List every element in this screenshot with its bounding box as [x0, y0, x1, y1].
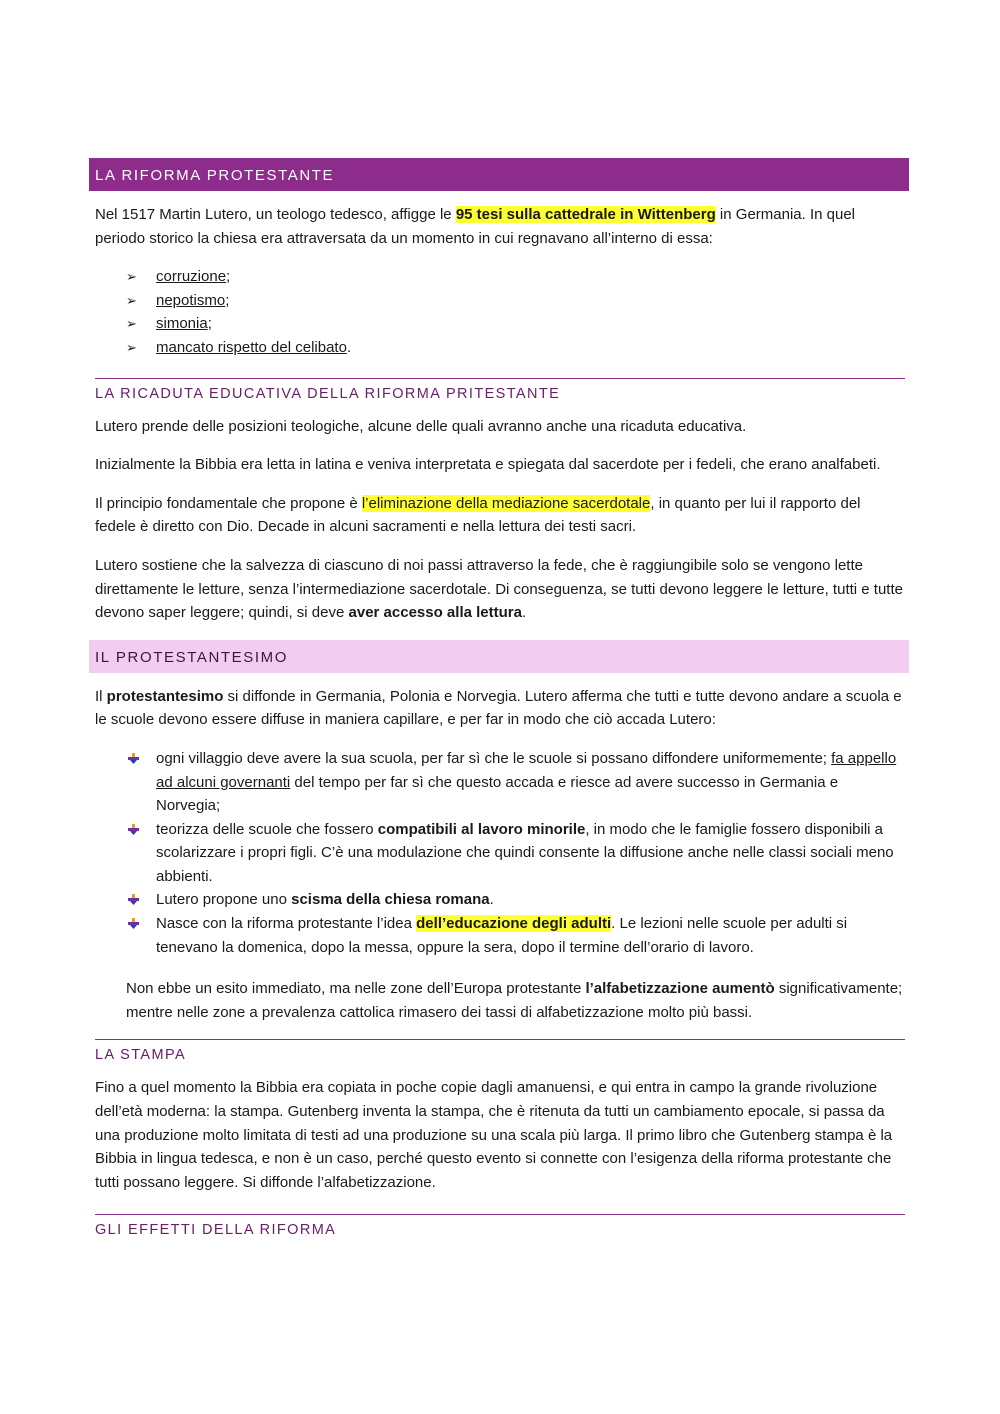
list-lutero-actions [95, 747, 905, 959]
paragraph: Lutero prende delle posizioni teologiche, alcune delle quali avranno anche una ricaduta educativa. [95, 417, 747, 435]
paragraph [95, 977, 905, 1024]
text: Nel 1517 Martin Lutero, un teologo tedesco, affigge le [95, 206, 456, 223]
bold-text: scisma della chiesa romana [291, 891, 490, 909]
multicolor-arrow-bullet-icon [128, 894, 139, 905]
text: , in modo che le famiglie fossero disponibili a scolarizzare i propri figli. C’è una modulazione che quindi consente la diffusione anche nelle classi sociali meno abbienti. [156, 820, 894, 885]
text: ; [225, 291, 230, 309]
text: significativamente; mentre nelle zone a prevalenza cattolica rimasero dei tassi di alfabetizzazione molto più bassi. [126, 980, 903, 1021]
multicolor-arrow-bullet-icon [128, 824, 139, 835]
list-item [126, 289, 905, 313]
text: Il principio fondamentale che propone è [95, 494, 362, 512]
list-item [126, 888, 905, 912]
heading-la-stampa: LA STAMPA [95, 1039, 905, 1064]
bold-text: protestantesimo [106, 687, 224, 705]
underlined-text: fa appello ad alcuni governanti [156, 749, 897, 791]
heading-ricaduta-educativa: LA RICADUTA EDUCATIVA DELLA RIFORMA PRITESTANTE [95, 378, 905, 403]
list-item-text: corruzione [156, 268, 227, 286]
text: Lutero sostiene che la salvezza di ciascuno di noi passi attraverso la fede, che è raggiungibile solo se vengono lette direttamente le letture, senza l’intermediazione sacerdotale. Di conseguenza, se tutti devono leggere le letture, tutti e tutte devono saper leggere; quindi, si deve [95, 556, 903, 622]
list-item-text: nepotismo [156, 291, 226, 309]
bold-text: l’alfabetizzazione aumentò [585, 980, 775, 998]
text: Lutero propone uno [156, 891, 292, 909]
list-item [126, 818, 905, 889]
document-page [95, 158, 905, 1251]
list-item [126, 312, 905, 336]
text: , in quanto per lui il rapporto del fedele è diretto con Dio. Decade in alcuni sacramenti e nella lettura dei testi sacri. [95, 494, 861, 536]
list-item [126, 912, 905, 959]
text: . [489, 891, 494, 909]
heading-riforma-protestante: LA RIFORMA PROTESTANTE [89, 158, 909, 191]
highlight-educazione-adulti: dell’educazione degli adulti [416, 915, 612, 933]
list-item [126, 336, 905, 360]
highlight-95-tesi: 95 tesi sulla cattedrale in Wittenberg [455, 206, 716, 223]
text: in Germania. In quel periodo storico la chiesa era attraversata da un momento in cui regnavano all’interno di essa: [95, 206, 856, 247]
text: del tempo per far sì che questo accada e riesce ad avere successo in Germania e Norvegia; [156, 773, 839, 815]
text: ogni villaggio deve avere la sua scuola, per far sì che le scuole si possano diffondere uniformemente; [156, 749, 832, 767]
heading-protestantesimo: IL PROTESTANTESIMO [89, 640, 909, 673]
paragraph [95, 554, 905, 625]
arrowhead-bullet-icon: ➢ [126, 339, 137, 355]
list-problems [95, 265, 905, 359]
paragraph: Inizialmente la Bibbia era letta in latina e veniva interpretata e spiegata dal sacerdote per i fedeli, che erano analfabeti. [95, 456, 881, 474]
paragraph [95, 492, 905, 539]
text: Il [95, 687, 107, 705]
text: ; [226, 268, 231, 286]
paragraph-intro [95, 203, 905, 250]
heading-effetti-riforma: GLI EFFETTI DELLA RIFORMA [95, 1214, 905, 1239]
list-item-text: mancato rispetto del celibato [156, 338, 347, 356]
multicolor-arrow-bullet-icon [128, 753, 139, 764]
arrowhead-bullet-icon: ➢ [126, 316, 137, 332]
arrowhead-bullet-icon: ➢ [126, 292, 137, 308]
list-item [126, 265, 905, 289]
text: . [521, 604, 527, 622]
list-item-text: simonia [156, 315, 208, 333]
text: ; [207, 315, 212, 333]
text: Nasce con la riforma protestante l’idea [156, 915, 417, 933]
list-item [126, 747, 905, 818]
text: . [346, 338, 352, 356]
text: teorizza delle scuole che fossero [156, 820, 378, 838]
bold-text: aver accesso alla lettura [348, 604, 522, 622]
paragraph: Fino a quel momento la Bibbia era copiata in poche copie dagli amanuensi, e qui entra in campo la grande rivoluzione dell’età moderna: la stampa. Gutenberg inventa la stampa, che è ritenuta da tutti un cambiamento epocale, si passa da una produzione molto limitata di testi ad una produzione su una scala più larga. Il primo libro che Gutenberg stampa è la Bibbia in lingua tedesca, e non è un caso, perché questo evento si connette con l’esigenza della riforma protestante che tutti possano leggere. Si diffonde l’alfabetizzazione. [95, 1079, 893, 1191]
text: Non ebbe un esito immediato, ma nelle zone dell’Europa protestante [126, 980, 586, 998]
arrowhead-bullet-icon: ➢ [126, 269, 137, 285]
multicolor-arrow-bullet-icon [128, 918, 139, 929]
text: si diffonde in Germania, Polonia e Norvegia. Lutero afferma che tutti e tutte devono andare a scuola e le scuole devono essere diffuse in maniera capillare, e per far in modo che ciò accada Lutero: [95, 687, 902, 729]
paragraph [95, 685, 905, 732]
bold-text: compatibili al lavoro minorile [377, 820, 586, 838]
text: . Le lezioni nelle scuole per adulti si tenevano la domenica, dopo la messa, oppure la sera, dopo il termine dell’orario di lavoro. [156, 915, 848, 956]
highlight-mediazione: l’eliminazione della mediazione sacerdotale [361, 494, 651, 512]
